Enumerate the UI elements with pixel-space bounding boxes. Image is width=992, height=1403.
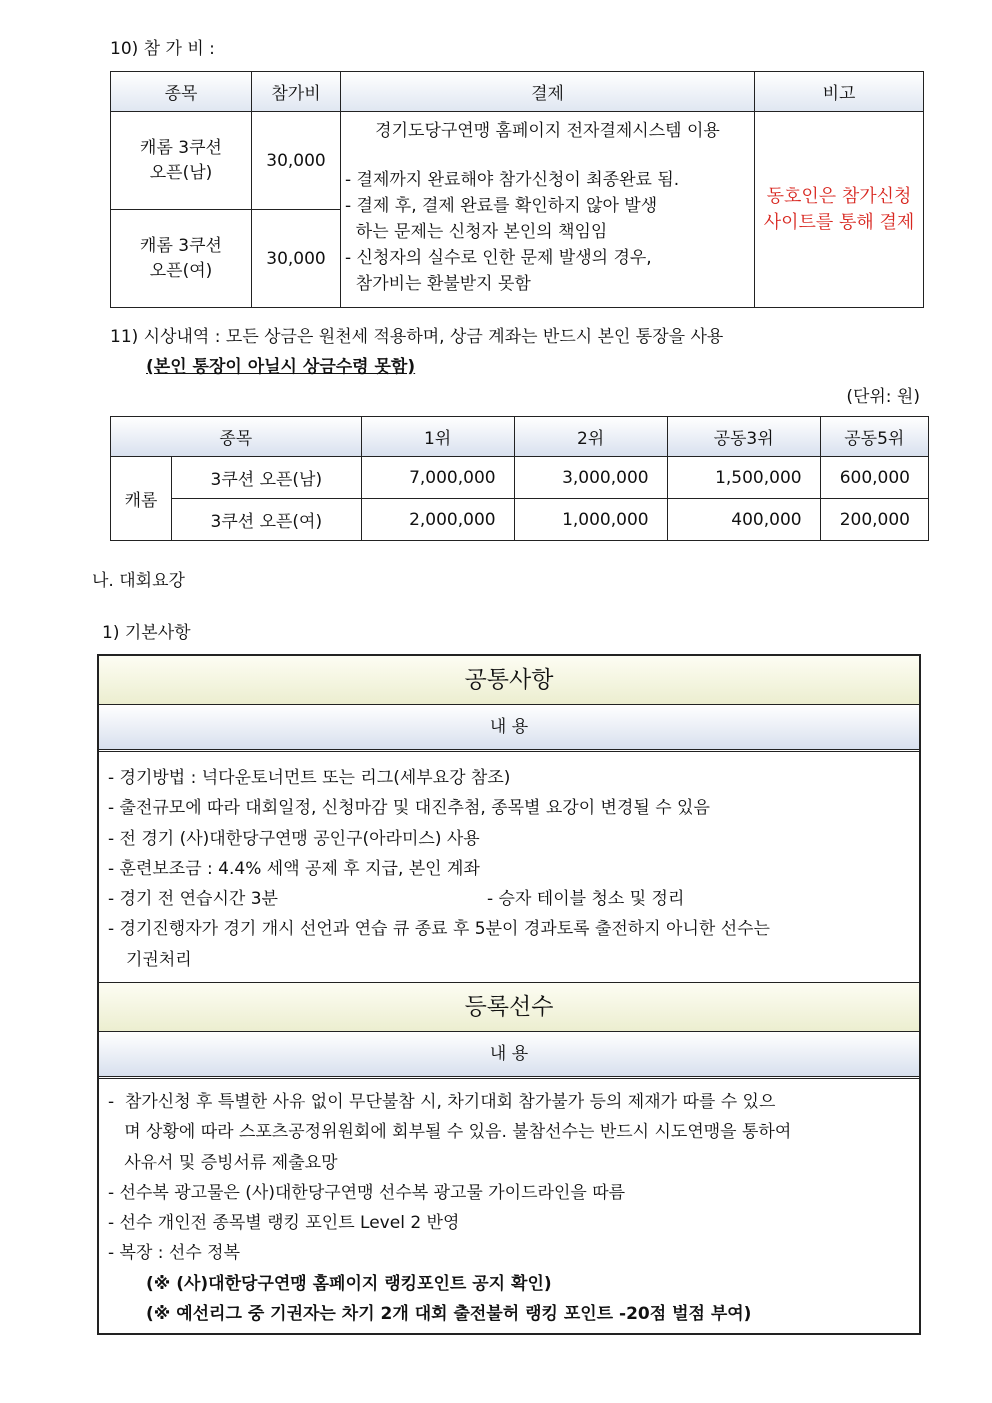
registered-line: - 선수복 광고물은 (사)대한당구연맹 선수복 광고물 가이드라인을 따름 [108, 1182, 626, 1203]
common-title: 공통사항 [99, 656, 919, 705]
payment-title: 경기도당구연맹 홈페이지 전자결제시스템 이용 [375, 121, 720, 141]
fee-header-event: 종목 [111, 72, 252, 112]
prize-event: 3쿠션 오픈(여) [172, 499, 362, 541]
common-content-header: 내 용 [99, 705, 919, 752]
registered-line: - 참가신청 후 특별한 사유 없이 무단불참 시, 차기대회 참가불가 등의 제재가 따를 수 있으 [108, 1092, 776, 1112]
practice-text: - 경기 전 연습시간 3분 [108, 889, 278, 910]
registered-line: - 선수 개인전 종목별 랭킹 포인트 Level 2 반영 [108, 1213, 460, 1234]
prize-value: 400,000 [667, 499, 820, 541]
fee-payment [341, 112, 755, 308]
prize-table [110, 416, 929, 541]
fee-amount-women: 30,000 [252, 210, 341, 308]
registered-title: 등록선수 [99, 982, 919, 1032]
prize-value: 7,000,000 [361, 457, 514, 499]
prize-warning: (본인 통장이 아닐시 상금수령 못함) [146, 357, 416, 377]
registered-line: - 복장 : 선수 정복 [108, 1243, 241, 1264]
section-subtitle: 1) 기본사항 [102, 623, 191, 643]
payment-line: - 결제까지 완료해야 참가신청이 최종완료 됨. [345, 170, 680, 190]
prize-header-event: 종목 [111, 417, 362, 457]
registered-content-header: 내 용 [99, 1032, 919, 1079]
fee-header-payment: 결제 [341, 72, 755, 112]
common-line: - 출전규모에 따라 대회일정, 신청마감 및 대진추첨, 종목별 요강이 변경될 수 있음 [108, 798, 710, 819]
prize-header-fifth: 공동5위 [820, 417, 928, 457]
section-title: 나. 대회요강 [92, 571, 185, 591]
fee-event-women: 캐롬 3쿠션 오픈(여) [111, 210, 252, 308]
fee-amount-men: 30,000 [252, 112, 341, 210]
prize-group: 캐롬 [111, 457, 172, 541]
prize-value: 1,000,000 [514, 499, 667, 541]
fee-event-men: 캐롬 3쿠션 오픈(남) [111, 112, 252, 210]
prize-value: 600,000 [820, 457, 928, 499]
registered-line: 며 상황에 따라 스포츠공정위원회에 회부될 수 있음. 불참선수는 반드시 시도연맹을 통하여 [108, 1122, 792, 1143]
prize-value: 200,000 [820, 499, 928, 541]
fee-header-amount: 참가비 [252, 72, 341, 112]
registered-note: (※ (사)대한당구연맹 홈페이지 랭킹포인트 공지 확인) [146, 1273, 552, 1294]
prize-heading: 11) 시상내역 : 모든 상금은 원천세 적용하며, 상금 계좌는 반드시 본인 통장을 사용 [110, 327, 724, 347]
payment-line: - 결제 후, 결제 완료를 확인하지 않아 발생 [345, 196, 658, 216]
common-line [108, 884, 770, 914]
regulations-box [97, 654, 921, 1335]
payment-line: 하는 문제는 신청자 본인의 책임임 [345, 222, 608, 242]
common-content [108, 763, 770, 975]
common-line: 기권처리 [126, 949, 192, 970]
prize-unit: (단위: 원) [846, 387, 920, 407]
prize-event: 3쿠션 오픈(남) [172, 457, 362, 499]
fee-note: 동호인은 참가신청 사이트를 통해 결제 [755, 112, 924, 308]
payment-line: - 신청자의 실수로 인한 문제 발생의 경우, [345, 248, 652, 268]
prize-header-second: 2위 [514, 417, 667, 457]
common-line: - 경기방법 : 넉다운토너먼트 또는 리그(세부요강 참조) [108, 768, 511, 788]
prize-value: 2,000,000 [361, 499, 514, 541]
fee-table [110, 71, 924, 308]
cleanup-text: - 승자 테이블 청소 및 정리 [487, 889, 685, 910]
fee-heading: 10) 참 가 비 : [110, 39, 215, 59]
fee-header-note: 비고 [755, 72, 924, 112]
registered-note: (※ 예선리그 중 기권자는 차기 2개 대회 출전불허 랭킹 포인트 -20점 벌점 부여) [146, 1304, 752, 1325]
prize-value: 1,500,000 [667, 457, 820, 499]
payment-line: 참가비는 환불받지 못함 [345, 274, 531, 294]
common-line: - 경기진행자가 경기 개시 선언과 연습 큐 종료 후 5분이 경과토록 출전하지 아니한 선수는 [108, 919, 770, 940]
prize-header-third: 공동3위 [667, 417, 820, 457]
registered-line: 사유서 및 증빙서류 제출요망 [108, 1152, 338, 1173]
common-line: - 전 경기 (사)대한당구연맹 공인구(아라미스) 사용 [108, 828, 480, 849]
common-line: - 훈련보조금 : 4.4% 세액 공제 후 지급, 본인 계좌 [108, 858, 480, 879]
registered-content [108, 1087, 791, 1329]
prize-value: 3,000,000 [514, 457, 667, 499]
prize-header-first: 1위 [361, 417, 514, 457]
